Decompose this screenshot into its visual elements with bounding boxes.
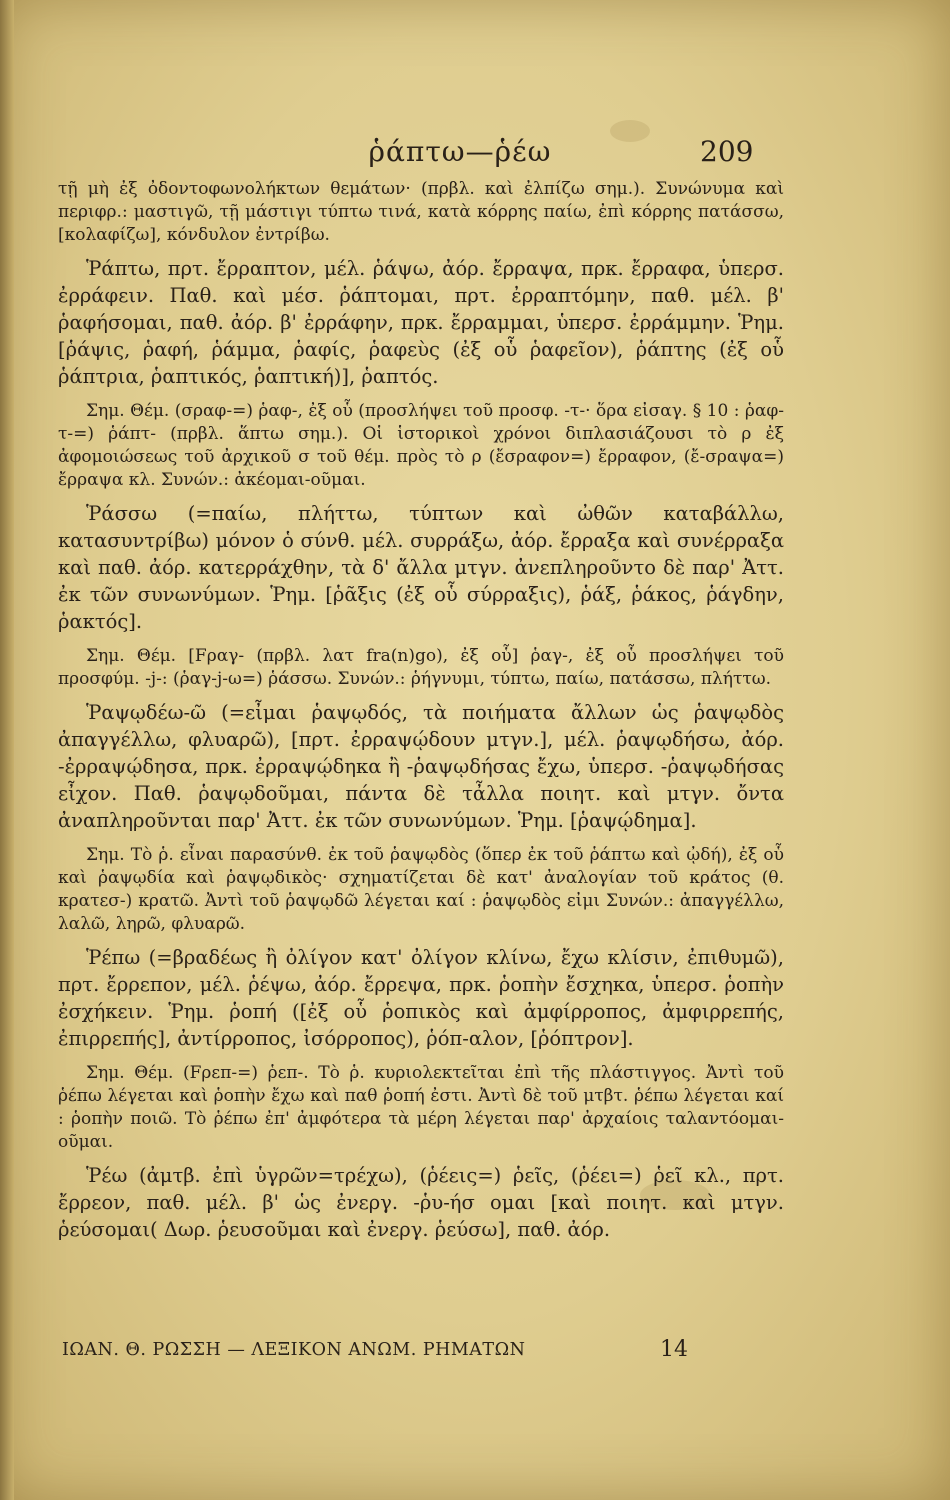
dictionary-text (58, 178, 784, 1243)
page-spine-edge (0, 0, 14, 1500)
signature-mark: 14 (660, 1337, 688, 1362)
entry-rapto: Ῥάπτω, πρτ. ἔρραπτον, μέλ. ῥάψω, ἀόρ. ἔρραψα, πρκ. ἔρραφα, ὑπερσ. ἐρράφειν. Παθ. καὶ μέσ. ῥάπτομαι, πρτ. ἐρραπτόμην, παθ. μέλ. β' ῥαφήσομαι, παθ. ἀόρ. β' ἐρράφην, πρκ. ἔρραμμαι, ὑπερσ. ἐρράμμην. Ῥημ. [ῥάψις, ῥαφή, ῥάμμα, ῥαφίς, ῥαφεὺς (ἐξ οὗ ῥαφεῖον), ῥάπτης (ἐξ οὗ ῥάπτρια, ῥαπτικός, ῥαπτική)], ῥαπτός. (58, 257, 784, 388)
entry-reo: Ῥέω (ἀμτβ. ἐπὶ ὑγρῶν=τρέχω), (ῥέεις=) ῥεῖς, (ῥέει=) ῥεῖ κλ., πρτ. ἔρρεον, παθ. μέλ. β' ὡς ἐνεργ. -ῥυ-ήσ ομαι [καὶ ποιητ. καὶ μτγν. ῥεύσομαι( Δωρ. ῥευσοῦμαι καὶ ἐνεργ. ῥεύσω], παθ. ἀόρ. (58, 1164, 784, 1241)
running-head: ῥάπτω—ῥέω (368, 135, 552, 168)
note-rasso: Σημ. Θέμ. [Fραγ- (πρβλ. λατ fra(n)go), ἐξ οὗ] ῥαγ-, ἐξ οὗ προσλήψει τοῦ προσφύμ. -j-: (ῥαγ-j-ω=) ῥάσσω. Συνών.: ῥήγνυμι, τύπτω, παίω, πατάσσω, πλήττω. (58, 646, 784, 689)
note-rapsodeo: Σημ. Τὸ ῥ. εἶναι παρασύνθ. ἐκ τοῦ ῥαψῳδὸς (ὅπερ ἐκ τοῦ ῥάπτω καὶ ᾠδή), ἐξ οὗ καὶ ῥαψῳδία καὶ ῥαψῳδικὸς· σχηματίζεται δὲ κατ' ἀναλογίαν τοῦ κράτος (θ. κρατεσ-) κρατῶ. Ἀντὶ τοῦ ῥαψῳδῶ λέγεται καί : ῥαψῳδὸς εἰμι Συνών.: ἀπαγγέλλω, λαλῶ, ληρῶ, φλυαρῶ. (58, 845, 784, 934)
page-footer (62, 1337, 712, 1372)
page-number: 209 (700, 135, 754, 168)
entry-rapsodeo: Ῥαψῳδέω-ῶ (=εἶμαι ῥαψῳδός, τὰ ποιήματα ἄλλων ὡς ῥαψῳδὸς ἀπαγγέλλω, φλυαρῶ), [πρτ. ἐρραψῴδουν μτγν.], μέλ. ῥαψῳδήσω, ἀόρ. -ἐρραψῴδησα, πρκ. ἐρραψῴδηκα ἢ -ῥαψῳδήσας ἔχω, ὑπερσ. -ῥαψῳδήσας εἶχον. Παθ. ῥαψῳδοῦμαι, πάντα δὲ τἆλλα ποιητ. καὶ μτγν. ὄντα ἀναπληροῦνται παρ' Ἀττ. ἐκ τῶν συνωνύμων. Ῥημ. [ῥαψῴδημα]. (58, 701, 784, 832)
entry-repo: Ῥέπω (=βραδέως ἢ ὀλίγον κατ' ὀλίγον κλίνω, ἔχω κλίσιν, ἐπιθυμῶ), πρτ. ἔρρεπον, μέλ. ῥέψω, ἀόρ. ἔρρεψα, πρκ. ῥοπὴν ἔσχηκα, ὑπερσ. ῥοπὴν ἐσχήκειν. Ῥημ. ῥοπή ([ἐξ οὗ ῥοπικὸς καὶ ἀμφίρροπος, ἀμφιρρεπής, ἐπιρρεπής], ἀντίρροπος, ἰσόρροπος), ῥόπ-αλον, [ῥόπτρον]. (58, 946, 784, 1050)
page-header (0, 135, 950, 175)
entry-rasso: Ῥάσσω (=παίω, πλήττω, τύπτων καὶ ὠθῶν καταβάλλω, κατασυντρίβω) μόνον ὁ σύνθ. μέλ. συρράξω, ἀόρ. ἔρραξα καὶ συνέρραξα καὶ παθ. ἀόρ. κατερράχθην, τὰ δ' ἄλλα μτγν. ἀνεπληροῦντο δὲ παρ' Ἀττ. ἐκ τῶν συνωνύμων. Ῥημ. [ῥᾶξις (ἐξ οὗ σύρραξις), ῥάξ, ῥάκος, ῥάγδην, ῥακτός]. (58, 502, 784, 633)
note-rapto: Σημ. Θέμ. (σραφ-=) ῥαφ-, ἐξ οὗ (προσλήψει τοῦ προσφ. -τ-· ὅρα εἰσαγ. § 10 : ῥαφ-τ-=) ῥάπτ- (πρβλ. ἅπτω σημ.). Οἱ ἱστορικοὶ χρόνοι διπλασιάζουσι τὸ ρ ἐξ ἀφομοιώσεως τοῦ ἀρχικοῦ σ τοῦ θέμ. πρὸς τὸ ρ (ἔσραφον=) ἔρραφον, (ἔ-σραψα=) ἔρραψα κλ. Συνών.: ἀκέομαι-οῦμαι. (58, 401, 784, 490)
footer-title: ΙΩΑΝ. Θ. ΡΩΣΣΗ — ΛΕΞΙΚΟΝ ΑΝΩΜ. ΡΗΜΑΤΩΝ (62, 1340, 526, 1360)
continuation-paragraph: τῇ μὴ ἐξ ὀδοντοφωνολήκτων θεμάτων· (πρβλ. καὶ ἐλπίζω σημ.). Συνώνυμα καὶ περιφρ.: μαστιγῶ, τῇ μάστιγι τύπτω τινά, κατὰ κόρρης παίω, ἐπὶ κόρρης πατάσσω, [κολαφίζω], κόνδυλον ἐντρίβω. (58, 179, 784, 245)
note-repo: Σημ. Θέμ. (Fρεπ-=) ῥεπ-. Τὸ ῥ. κυριολεκτεῖται ἐπὶ τῆς πλάστιγγος. Ἀντὶ τοῦ ῥέπω λέγεται καὶ ῥοπὴν ἔχω καὶ παθ ῥοπή ἐστι. Ἀντὶ δὲ τοῦ μτβτ. ῥέπω λέγεται καί : ῥοπὴν ποιῶ. Τὸ ῥέπω ἐπ' ἀμφότερα τὰ μέρη λέγεται παρ' ἀρχαίοις ταλαντόομαι-οῦμαι. (58, 1063, 784, 1152)
